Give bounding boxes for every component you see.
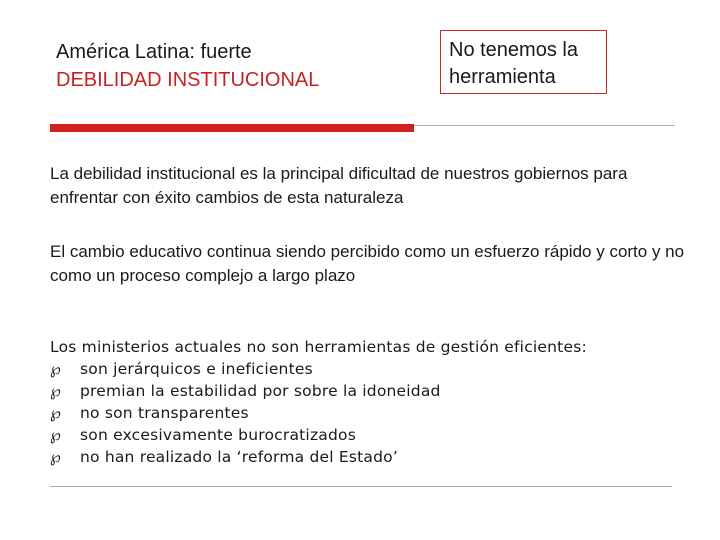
list-item <box>50 446 710 468</box>
callout-line-2: herramienta <box>449 66 556 88</box>
paragraph-institutional-weakness: La debilidad institucional es la principal dificultad de nuestros gobiernos para enfrentar con éxito cambios de esta naturaleza <box>50 164 628 207</box>
callout-box <box>440 30 607 94</box>
list-item <box>50 424 710 446</box>
list-item <box>50 402 710 424</box>
divider-red-accent <box>50 124 414 132</box>
bullet-icon: ℘ <box>50 382 62 400</box>
bullet-icon: ℘ <box>50 426 62 444</box>
title-line-1: América Latina: fuerte <box>56 41 252 63</box>
paragraph-educational-change: El cambio educativo continua siendo percibido como un esfuerzo rápido y corto y no como un proceso complejo a largo plazo <box>50 242 685 285</box>
list-item-text: no son transparentes <box>80 404 249 422</box>
list-item <box>50 358 710 380</box>
list-item-text: premian la estabilidad por sobre la idoneidad <box>80 382 441 400</box>
slide-title <box>56 38 319 94</box>
title-line-2-highlight: DEBILIDAD INSTITUCIONAL <box>56 69 320 91</box>
list-item <box>50 380 710 402</box>
bullet-icon: ℘ <box>50 404 62 422</box>
callout-line-1: No tenemos la <box>449 39 578 61</box>
list-intro: Los ministerios actuales no son herramientas de gestión eficientes: <box>50 338 587 356</box>
ministries-list <box>50 336 710 468</box>
list-item-text: no han realizado la ‘reforma del Estado’ <box>80 448 398 466</box>
bullet-icon: ℘ <box>50 360 62 378</box>
bullet-icon: ℘ <box>50 448 62 466</box>
list-item-text: son excesivamente burocratizados <box>80 426 356 444</box>
list-items <box>50 358 710 468</box>
divider-bottom <box>50 486 672 487</box>
list-item-text: son jerárquicos e ineficientes <box>80 360 313 378</box>
